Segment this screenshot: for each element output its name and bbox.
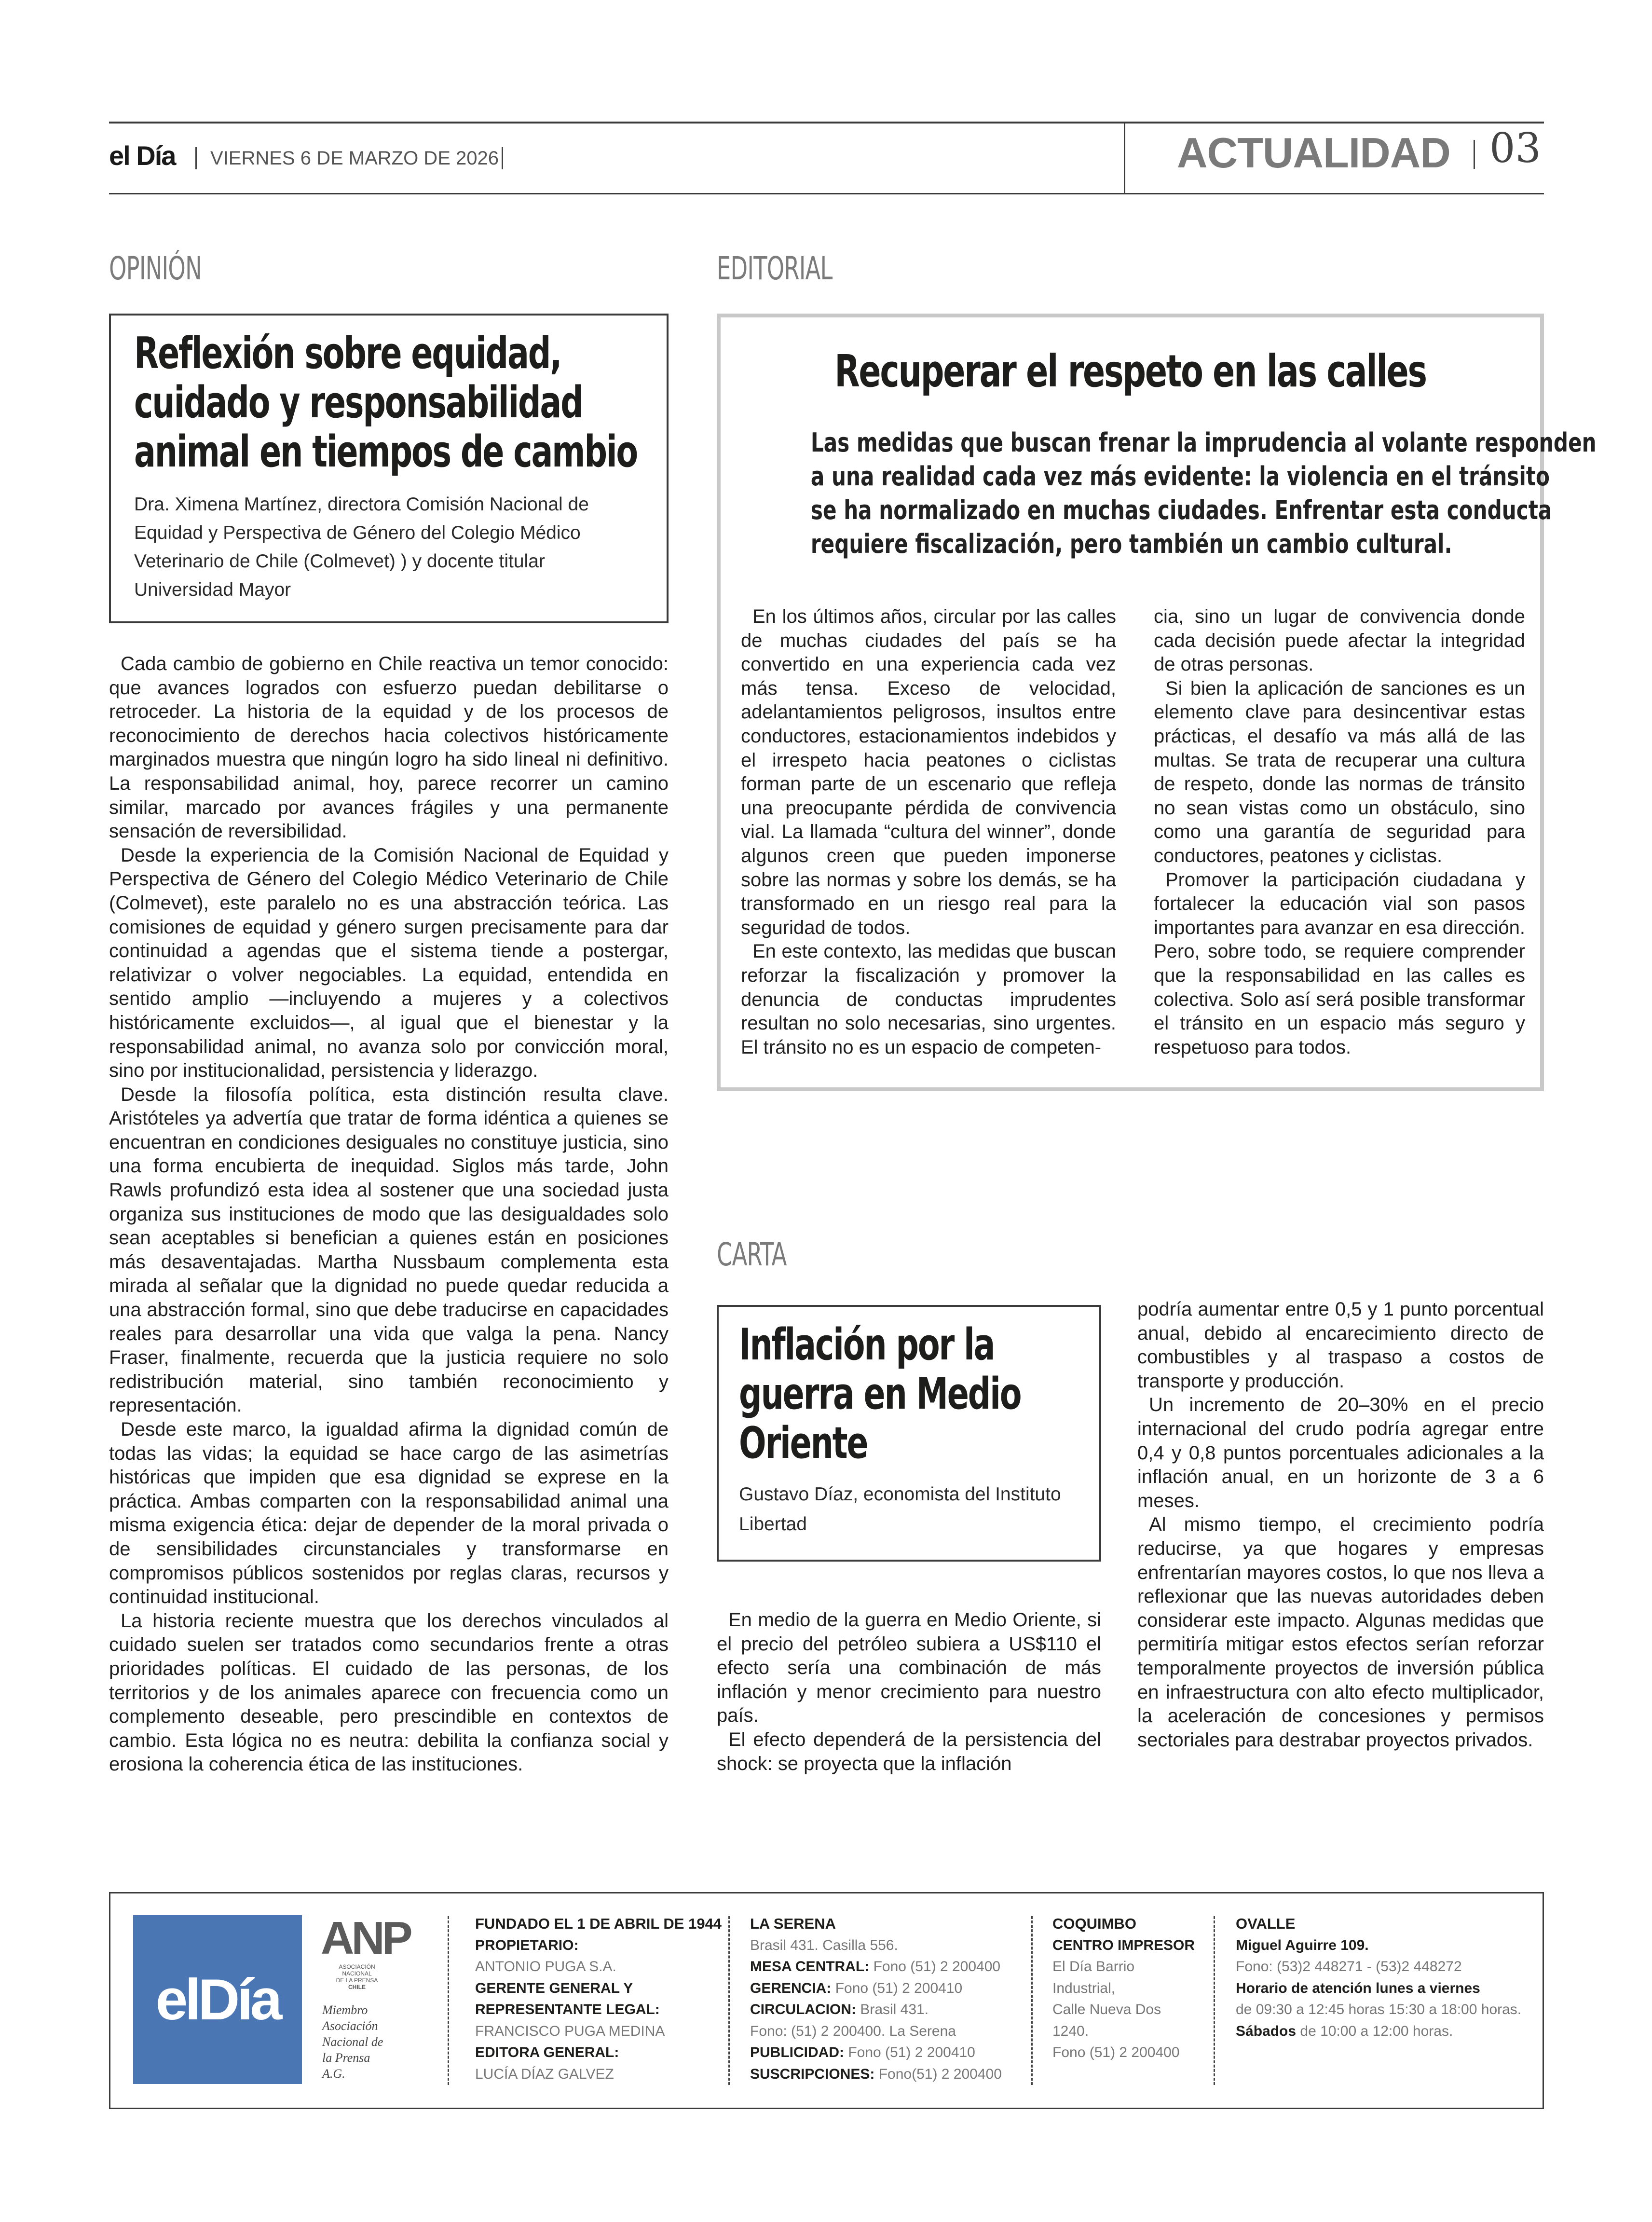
footer-divider [448,1916,449,2085]
header-bottom-rule [109,193,1544,194]
anp-small-line: ASOCIACIÓN [339,1963,375,1970]
section-name: ACTUALIDAD [1177,129,1450,177]
paragraph: Si bien la aplicación de sanciones es un elemento clave para desincentivar estas prácticas, el desafío va más allá de las multas. Se trata de recuperar una cultura de respeto, donde las normas de tránsito no sean vistas como un obstáculo, sino como una garantía de seguridad para conductores, peatones y ciclistas. [1154,677,1525,866]
footer-la-serena [750,1913,1020,2085]
paragraph: Desde la filosofía política, esta distinción resulta clave. Aristóteles ya advertía que tratar de forma idéntica a quienes se encuentran en condiciones desiguales no constituye justicia, sino una forma encubierta de inequidad. Siglos más tarde, John Rawls profundizó esta idea al sostener que una sociedad justa organiza sus instituciones de modo que las desigualdades solo sean aceptables si benefician a quienes están en posiciones más desaventajadas. Martha Nussbaum complementa esta mirada al señalar que la dignidad no puede quedar reducida a una abstracción formal, sino que debe traducirse en capacidades reales para desarrollar una vida que valga la pena. Nancy Fraser, finalmente, recuerda que la justicia requiere no solo redistribución material, sino también reconocimiento y representación. [109,1084,669,1416]
footer-divider [728,1916,730,2085]
footer-coquimbo [1052,1913,1197,2064]
contact-value: Fono: (51) 2 200400. La Serena [750,2023,956,2039]
opinion-title-line: cuidado y responsabilidad [134,377,583,428]
opinion-title [134,328,637,477]
editorial-title: Recuperar el respeto en las calles [834,345,1426,397]
office-heading: LA SERENA [750,1915,836,1932]
page-number: 03 [1489,124,1541,172]
paragraph: Al mismo tiempo, el crecimiento podría reducirse, ya que hogares y empresas enfrentarían mayores costos, lo que nos lleva a reflexionar que las nuevas autoridades deben considerar este impacto. Algunas medidas que permitiría mitigar estos efectos serían reforzar temporalmente proyectos de inversión pública en infraestructura con alto efecto multiplicador, la aceleración de concesiones y permisos sectoriales para destrabar proyectos privados. [1137,1514,1544,1751]
office-address: El Día Barrio Industrial, [1052,1959,1135,1996]
byline-line: Veterinario de Chile (Colmevet) ) y docente titular [134,551,545,572]
footer-divider [1214,1916,1215,2085]
founded-text: FUNDADO EL 1 DE ABRIL DE 1944 [475,1915,722,1932]
footer-staff [475,1913,745,2085]
footer-ovalle [1236,1913,1535,2042]
hours-label: Sábados [1236,2023,1297,2039]
header-divider [1124,122,1125,194]
header-separator [502,147,503,169]
opinion-body [109,652,669,1777]
svg-text:ANP: ANP [321,1914,410,1962]
header-separator [195,147,197,169]
office-address: Brasil 431. Casilla 556. [750,1937,898,1953]
issue-date: VIERNES 6 DE MARZO DE 2026 [210,148,499,169]
anp-member-line: Miembro [322,2003,368,2017]
anp-logo-mark [321,1914,417,1962]
office-phone: Fono (51) 2 200400 [1052,2044,1180,2060]
office-address: Calle Nueva Dos 1240. [1052,2002,1161,2039]
lead-line: Las medidas que buscan frenar la imprudencia al volante responden [810,427,1597,458]
editorial-column-1 [741,605,1116,1059]
paragraph: El efecto dependerá de la persistencia del shock: se proyecta que la inflación [717,1728,1101,1774]
paragraph: podría aumentar entre 0,5 y 1 punto porcentual anual, debido al encarecimiento directo de combustibles y al traspaso a costos de transporte y producción. [1137,1299,1544,1392]
contact-value: Brasil 431. [860,2002,929,2017]
contact-label: PUBLICIDAD: [750,2044,844,2060]
editorial-section-label: EDITORIAL [717,250,833,287]
paragraph: Un incremento de 20–30% en el precio internacional del crudo podría agregar entre 0,4 y 0,8 puntos porcentuales adicionales a la inflación anual, en un horizonte de 3 a 6 meses. [1137,1394,1544,1511]
anp-small-line: NACIONAL [342,1970,372,1977]
byline-line: Dra. Ximena Martínez, directora Comisión Nacional de [134,494,589,515]
footer-divider [1031,1916,1033,2085]
byline-line: Libertad [739,1514,807,1535]
header-top-rule [109,122,1544,123]
carta-title-line: guerra en Medio [739,1369,1021,1419]
carta-title [739,1320,1096,1468]
contact-label: CIRCULACION: [750,2002,856,2017]
anp-member-line: la Prensa [322,2051,370,2065]
contact-value: Fono (51) 2 200410 [848,2044,975,2060]
office-address: Miguel Aguirre 109. [1236,1937,1369,1953]
lead-line: a una realidad cada vez más evidente: la violencia en el tránsito [810,461,1550,492]
carta-column-2 [1137,1298,1544,1752]
byline-line: Gustavo Díaz, economista del Instituto [739,1484,1061,1505]
manager-label: REPRESENTANTE LEGAL: [475,2002,660,2017]
anp-member-line: Asociación [322,2019,378,2033]
lead-line: se ha normalizado en muchas ciudades. Enfrentar esta conducta [810,495,1552,525]
paragraph: cia, sino un lugar de convivencia donde cada decisión puede afectar la integridad de otras personas. [1154,606,1525,675]
hours-value: de 10:00 a 12:00 horas. [1300,2023,1453,2039]
anp-logo [321,1914,417,1962]
carta-title-line: Oriente [739,1418,868,1468]
contact-value: Fono(51) 2 200400 [878,2066,1002,2082]
opinion-headline-box [109,314,669,623]
contact-label: SUSCRIPCIONES: [750,2066,875,2082]
opinion-title-line: Reflexión sobre equidad, [134,328,561,379]
contact-value: Fono (51) 2 200400 [873,1959,1001,1975]
office-subheading: CENTRO IMPRESOR [1052,1937,1195,1953]
opinion-byline [134,490,655,604]
anp-small-text [330,1963,383,1990]
carta-column-1 [717,1608,1101,1776]
editorial-box [717,314,1597,1091]
paragraph: Desde la experiencia de la Comisión Nacional de Equidad y Perspectiva de Género del Colegio Médico Veterinario de Chile (Colmevet), este paralelo no es una abstracción teórica. Las comisiones de equidad y género surgen precisamente para dar continuidad a agendas que el sistema tiende a postergar, relativizar o volver negociables. La equidad, entendida en sentido amplio —incluyendo a mujeres y a colectivos históricamente excluidos—, al igual que el bienestar y la responsabilidad animal, no avanza solo por convicción moral, sino por institucionalidad, persistencia y liderazgo. [109,844,669,1082]
byline-line: Equidad y Perspectiva de Género del Colegio Médico [134,522,581,543]
paragraph: La historia reciente muestra que los derechos vinculados al cuidado suelen ser tratados como secundarios frente a otras prioridades políticas. El cuidado de las personas, de los territorios y de los animales aparece con frecuencia como un complemento deseable, pero prescindible en contextos de cambio. Esta lógica no es neutra: debilita la confianza social y erosiona la coherencia ética de las instituciones. [109,1610,669,1775]
hours-label: Horario de atención lunes a viernes [1236,1980,1480,1996]
carta-headline-box [717,1305,1101,1562]
header-separator [1474,140,1475,169]
carta-title-line: Inflación por la [739,1319,995,1370]
anp-small-line: DE LA PRENSA [336,1977,378,1984]
manager-label: GERENTE GENERAL Y [475,1980,633,1996]
paragraph: Cada cambio de gobierno en Chile reactiva un temor conocido: que avances logrados con esfuerzo puedan debilitarse o retroceder. La historia de la equidad y de los procesos de reconocimiento de derechos hacia colectivos históricamente marginados muestra que ningún logro ha sido lineal ni definitivo. La responsabilidad animal, hoy, parece recorrer un camino similar, marcado por avances frágiles y una permanente sensación de reversibilidad. [109,653,669,842]
office-heading: OVALLE [1236,1915,1296,1932]
opinion-title-line: animal en tiempos de cambio [134,426,637,477]
anp-small-line: CHILE [348,1984,366,1990]
opinion-section-label: OPINIÓN [109,250,202,287]
paragraph: En los últimos años, circular por las calles de muchas ciudades del país se ha convertido en una experiencia cada vez más tensa. Exceso de velocidad, adelantamientos peligrosos, insultos entre conductores, estacionamientos indebidos y el irrespeto hacia peatones o ciclistas forman parte de un escenario que refleja una preocupante pérdida de convivencia vial. La llamada “cultura del winner”, donde algunos creen que pueden imponerse sobre las normas y sobre los demás, se ha transformado en un riesgo real para la seguridad de todos. [741,606,1116,938]
anp-member-line: A.G. [322,2067,345,2081]
contact-label: GERENCIA: [750,1980,832,1996]
paragraph: En este contexto, las medidas que buscan reforzar la fiscalización y promover la denuncia de conductas imprudentes resultan no solo necesarias, sino urgentes. El tránsito no es un espacio de competen- [741,941,1116,1058]
byline-line: Universidad Mayor [134,579,291,600]
office-heading: COQUIMBO [1052,1915,1136,1932]
hours-value: de 09:30 a 12:45 horas 15:30 a 18:00 horas. [1236,2002,1522,2017]
anp-member-line: Nacional de [322,2035,383,2049]
lead-line: requiere fiscalización, pero también un cambio cultural. [810,529,1452,559]
owner-label: PROPIETARIO: [475,1937,579,1953]
carta-byline [739,1480,1096,1539]
editor-name: LUCÍA DÍAZ GALVEZ [475,2066,614,2082]
paragraph: Desde este marco, la igualdad afirma la dignidad común de todas las vidas; la equidad se hace cargo de las asimetrías históricas que impiden que esa dignidad se exprese en la práctica. Ambas comparten con la responsabilidad animal una misma exigencia ética: dejar de depender de la moral privada o de sensibilidades circunstanciales y transformarse en compromisos públicos sostenidos por reglas claras, recursos y continuidad institucional. [109,1419,669,1608]
paragraph: En medio de la guerra en Medio Oriente, si el precio del petróleo subiera a US$110 el efecto sería una combinación de más inflación y menor crecimiento para nuestro país. [717,1609,1101,1727]
editorial-column-2 [1154,605,1525,1059]
newspaper-logo: el Día [109,140,176,171]
paragraph: Promover la participación ciudadana y fortalecer la educación vial son pasos importantes para avanzar en esa dirección. Pero, sobre todo, se requiere comprender que la responsabilidad en las calles es colectiva. Solo así será posible transformar el tránsito en un espacio más seguro y respetuoso para todos. [1154,869,1525,1058]
contact-label: MESA CENTRAL: [750,1959,870,1975]
editor-label: EDITORA GENERAL: [475,2044,619,2060]
owner-name: ANTONIO PUGA S.A. [475,1959,616,1975]
manager-name: FRANCISCO PUGA MEDINA [475,2023,665,2039]
contact-value: Fono (51) 2 200410 [835,1980,963,1996]
anp-member-text [322,2002,399,2082]
carta-section-label: CARTA [717,1236,787,1273]
office-phone: Fono: (53)2 448271 - (53)2 448272 [1236,1959,1462,1975]
footer-logo: elDía [133,1915,302,2084]
editorial-lead [810,426,1597,561]
